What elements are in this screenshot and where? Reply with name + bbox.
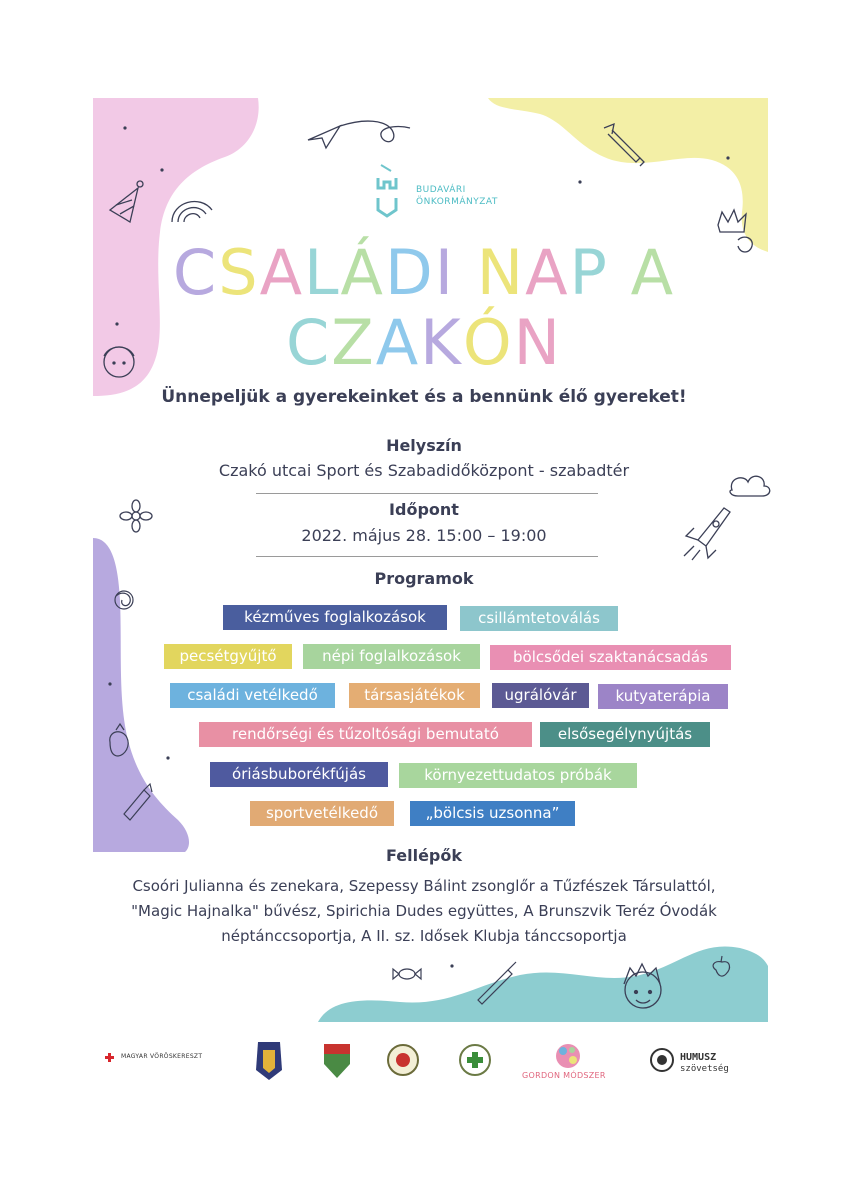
location-text: Czakó utcai Sport és Szabadidőközpont - szabadtér	[218, 461, 630, 480]
title-letter: A	[525, 236, 570, 309]
title-letter: N	[513, 306, 563, 379]
performers-line: Csoóri Julianna és zenekara, Szepessy Bálint zsonglőr a Tűzfészek Társulattól,	[132, 877, 716, 895]
performers-line: néptánccsoportja, A II. sz. Idősek Klubja tánccsoportja	[221, 927, 627, 945]
humusz-sublabel: szövetség	[680, 1064, 729, 1074]
title-letter: A	[375, 306, 421, 379]
program-tag: sportvetélkedő	[250, 801, 394, 826]
time-heading: Időpont	[389, 500, 459, 519]
title-letter: L	[304, 236, 341, 309]
title-letter: Ó	[462, 306, 514, 379]
performers-heading: Fellépők	[385, 846, 463, 865]
title-letter: I	[434, 236, 456, 309]
performers-line: "Magic Hajnalka" bűvész, Spirichia Dudes együttes, A Brunszvik Teréz Óvodák	[131, 902, 717, 920]
logo-line-1: BUDAVÁRI	[416, 185, 466, 195]
program-tag: környezettudatos próbák	[399, 763, 637, 788]
title-letter: N	[476, 236, 526, 309]
police-badge-icon	[256, 1042, 282, 1080]
red-cross-icon	[105, 1053, 114, 1062]
logo-line-2: ÖNKORMÁNYZAT	[416, 197, 498, 207]
gordon-logo-icon	[556, 1044, 580, 1068]
humusz-logo-icon	[651, 1049, 673, 1071]
program-tag: csillámtetoválás	[460, 606, 618, 631]
title-letter: S	[218, 236, 260, 309]
program-tag: ugrálóvár	[492, 683, 589, 708]
title-letter: Á	[340, 236, 385, 309]
subtitle: Ünnepeljük a gyerekeinket és a bennünk élő gyereket!	[161, 387, 687, 407]
location-heading: Helyszín	[386, 436, 462, 455]
program-tag: elsősegélynyújtás	[540, 722, 710, 747]
title-letter: Z	[331, 306, 376, 379]
title-letter: C	[172, 236, 219, 309]
program-tag: pecsétgyűjtő	[164, 644, 292, 669]
program-tag: kutyaterápia	[598, 684, 728, 709]
title-letter: C	[285, 306, 332, 379]
title-letter: P	[569, 236, 609, 309]
program-tag: családi vetélkedő	[170, 683, 335, 708]
district-crest-icon	[324, 1044, 350, 1078]
program-tag: „bölcsis uzsonna”	[410, 801, 575, 826]
time-text: 2022. május 28. 15:00 – 19:00	[301, 526, 547, 545]
humusz-label: HUMUSZ	[680, 1052, 717, 1063]
program-tag: társasjátékok	[349, 683, 480, 708]
title-letter: A	[630, 236, 676, 309]
title-letter: K	[420, 306, 463, 379]
program-tag: bölcsődei szaktanácsadás	[490, 645, 731, 670]
gordon-label: GORDON MÓDSZER	[522, 1071, 606, 1080]
program-tag: óriásbuborékfújás	[210, 762, 388, 787]
health-emblem-icon	[460, 1045, 490, 1075]
programs-heading: Programok	[374, 569, 474, 588]
red-cross-label: MAGYAR VÖRÖSKERESZT	[121, 1053, 203, 1060]
program-tag: kézműves foglalkozások	[223, 605, 447, 630]
fire-department-emblem-icon	[388, 1045, 418, 1075]
program-tag: rendőrségi és tűzoltósági bemutató	[199, 722, 532, 747]
title-letter: A	[259, 236, 304, 309]
title-letter: D	[384, 236, 435, 309]
program-tag: népi foglalkozások	[303, 644, 480, 669]
